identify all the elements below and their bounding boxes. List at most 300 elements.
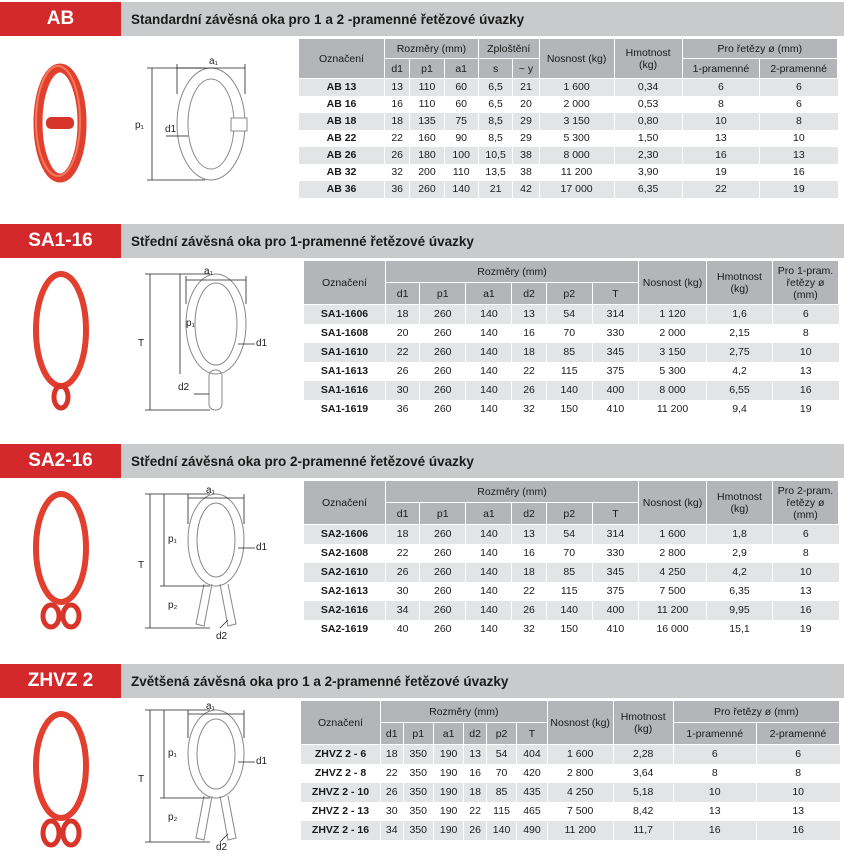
table-cell: 140 [466,544,512,563]
table-cell: 30 [386,582,420,601]
table-cell: 26 [386,563,420,582]
table-cell: 13 [464,745,487,764]
master-link-drawing [130,484,290,644]
d1-label: d1 [256,542,268,553]
table-cell: 38 [513,164,539,181]
table-cell: 2,30 [614,147,682,164]
table-cell: 8,5 [478,130,513,147]
section-title: Střední závěsná oka pro 2-pramenné řetězové úvazky [121,444,844,478]
section-title: Zvětšená závěsná oka pro 1 a 2-pramenné řetězové úvazky [121,664,844,698]
table-cell: 140 [466,362,512,381]
col-dims-header: Rozměry (mm) [381,701,548,723]
table-cell: 16 000 [639,620,707,639]
T-label: T [138,560,145,571]
table-cell: 18 [512,563,546,582]
table-cell: 18 [381,745,404,764]
table-cell: 135 [410,113,444,130]
col-mass-header: Hmotnost (kg) [614,39,682,79]
table-cell: 314 [592,525,638,544]
table-cell: 22 [682,181,760,198]
row-code-cell: SA2-1610 [304,563,386,582]
table-cell: 330 [592,324,638,343]
table-cell: 140 [444,181,478,198]
sub-header: s [478,59,513,79]
table-cell: 140 [466,620,512,639]
table-cell: 115 [546,362,592,381]
table-cell: 8 [760,113,838,130]
table-cell: 200 [410,164,444,181]
table-cell: 345 [592,343,638,362]
col-dims-header: Rozměry (mm) [386,261,639,283]
table-cell: 5 300 [539,130,614,147]
sub-header: p1 [410,59,444,79]
master-link-drawing [125,54,275,190]
table-cell: 140 [466,563,512,582]
table-row [301,745,840,764]
table-row [304,544,839,563]
master-link-photo [28,266,94,416]
row-code-cell: SA2-1613 [304,582,386,601]
table-cell: 4,2 [707,362,773,381]
col-load-header: Nosnost (kg) [639,481,707,525]
sub-header: d2 [512,503,546,525]
table-cell: 7 500 [547,802,613,821]
row-code-cell: SA1-1616 [304,381,386,400]
table-cell: 8 [756,764,839,783]
table-cell: 2 800 [639,544,707,563]
table-cell: 6 [760,96,838,113]
table-cell: 4,2 [707,563,773,582]
table-cell: 54 [486,745,516,764]
sub-header: a1 [466,503,512,525]
table-cell: 10,5 [478,147,513,164]
sub-header: d1 [386,503,420,525]
table-cell: 26 [512,381,546,400]
p1-label: p₁ [168,748,177,759]
table-cell: 1 120 [639,305,707,324]
p1-label: p₁ [135,120,144,131]
sub-header: 2-pramenné [756,723,839,745]
sub-header: T [592,503,638,525]
table-cell: 8 000 [639,381,707,400]
table-cell: 29 [513,130,539,147]
table-cell: 40 [386,620,420,639]
col-chain-header: Pro řetězy ø (mm) [682,39,837,59]
sub-header: p1 [420,503,466,525]
master-link-drawing [130,702,290,852]
sub-header: p2 [546,283,592,305]
table-cell: 260 [420,400,466,419]
table-cell: 26 [381,783,404,802]
col-mass-header: Hmotnost (kg) [613,701,673,745]
section-code-badge: ZHVZ 2 [0,664,121,698]
table-cell: 10 [682,113,760,130]
table-cell: 10 [756,783,839,802]
table-row [299,79,838,96]
table-cell: 13 [682,130,760,147]
a1-label: a₁ [209,56,218,67]
table-cell: 6,35 [707,582,773,601]
table-cell: 260 [420,324,466,343]
table-cell: 29 [513,113,539,130]
table-cell: 17 000 [539,181,614,198]
col-load-header: Nosnost (kg) [639,261,707,305]
table-cell: 260 [420,525,466,544]
table-cell: 0,34 [614,79,682,96]
row-code-cell: ZHVZ 2 - 10 [301,783,381,802]
table-cell: 110 [410,79,444,96]
row-code-cell: AB 13 [299,79,385,96]
sub-header: p1 [403,723,433,745]
table-row [304,305,839,324]
table-cell: 3 150 [539,113,614,130]
table-cell: 16 [773,381,839,400]
col-chain-header: Pro 1-pram. řetězy ø (mm) [773,261,839,305]
table-cell: 19 [682,164,760,181]
table-cell: 8 [673,764,756,783]
table-cell: 110 [444,164,478,181]
table-cell: 350 [403,802,433,821]
table-row [299,181,838,198]
col-flat-header: Zploštění [478,39,539,59]
table-cell: 13 [673,802,756,821]
section-sa2-16 [0,444,844,654]
table-cell: 16 [756,821,839,840]
sub-header: d1 [381,723,404,745]
table-cell: 6,5 [478,79,513,96]
table-cell: 22 [386,544,420,563]
table-cell: 190 [433,821,463,840]
table-cell: 140 [466,601,512,620]
table-cell: 11 200 [539,164,614,181]
table-cell: 6,35 [614,181,682,198]
sub-header: d1 [385,59,410,79]
table-cell: 160 [410,130,444,147]
table-cell: 180 [410,147,444,164]
table-cell: 110 [410,96,444,113]
table-cell: 2,75 [707,343,773,362]
table-cell: 1 600 [539,79,614,96]
sub-header: d2 [512,283,546,305]
sub-header: a1 [466,283,512,305]
table-cell: 4 250 [547,783,613,802]
table-cell: 260 [420,563,466,582]
table-cell: 1 600 [547,745,613,764]
table-cell: 3 150 [639,343,707,362]
table-cell: 16 [682,147,760,164]
table-cell: 13 [773,582,839,601]
table-cell: 18 [385,113,410,130]
table-cell: 140 [466,582,512,601]
table-cell: 16 [673,821,756,840]
table-cell: 140 [466,381,512,400]
table-cell: 16 [385,96,410,113]
table-cell: 375 [592,582,638,601]
table-cell: 18 [386,525,420,544]
T-label: T [138,338,145,349]
table-cell: 140 [466,305,512,324]
row-code-cell: AB 26 [299,147,385,164]
spec-table [300,700,840,840]
table-cell: 11 200 [547,821,613,840]
row-code-cell: SA1-1608 [304,324,386,343]
col-mass-header: Hmotnost (kg) [707,481,773,525]
section-zhvz-2 [0,664,844,857]
table-cell: 140 [466,400,512,419]
table-cell: 22 [385,130,410,147]
table-row [299,147,838,164]
d2-label: d2 [216,842,228,852]
table-cell: 404 [517,745,547,764]
row-code-cell: SA2-1608 [304,544,386,563]
table-cell: 70 [546,324,592,343]
table-cell: 2 000 [639,324,707,343]
row-code-cell: AB 32 [299,164,385,181]
col-chain-header: Pro 2-pram. řetězy ø (mm) [773,481,839,525]
table-cell: 32 [385,164,410,181]
table-cell: 435 [517,783,547,802]
row-code-cell: SA1-1606 [304,305,386,324]
table-cell: 34 [381,821,404,840]
master-link-photo [30,58,90,188]
table-cell: 54 [546,525,592,544]
table-cell: 1 600 [639,525,707,544]
row-code-cell: SA2-1616 [304,601,386,620]
table-cell: 6 [760,79,838,96]
table-cell: 490 [517,821,547,840]
p2-label: p₂ [168,600,178,611]
p2-label: p₂ [168,812,178,823]
sub-header: T [517,723,547,745]
table-cell: 5 300 [639,362,707,381]
table-cell: 260 [420,362,466,381]
table-row [301,821,840,840]
table-cell: 85 [486,783,516,802]
table-cell: 2 000 [539,96,614,113]
section-code-badge: SA2-16 [0,444,121,478]
spec-table [298,38,838,198]
table-cell: 8 000 [539,147,614,164]
row-code-cell: SA2-1606 [304,525,386,544]
table-row [301,783,840,802]
table-row [299,164,838,181]
table-cell: 18 [512,343,546,362]
col-chain-header: Pro řetězy ø (mm) [673,701,839,723]
table-cell: 115 [546,582,592,601]
table-row [304,582,839,601]
table-cell: 30 [381,802,404,821]
col-load-header: Nosnost (kg) [539,39,614,79]
table-cell: 410 [592,620,638,639]
table-cell: 32 [512,620,546,639]
d1-label: d1 [256,338,268,349]
table-cell: 11 200 [639,601,707,620]
table-cell: 90 [444,130,478,147]
table-cell: 150 [546,620,592,639]
sub-header: d1 [386,283,420,305]
table-row [304,620,839,639]
table-cell: 11,7 [613,821,673,840]
table-cell: 20 [386,324,420,343]
table-cell: 13 [756,802,839,821]
table-cell: 32 [512,400,546,419]
master-link-photo [24,486,98,638]
section-header [0,2,844,36]
table-cell: 10 [760,130,838,147]
table-cell: 13,5 [478,164,513,181]
col-mass-header: Hmotnost (kg) [707,261,773,305]
table-cell: 190 [433,764,463,783]
table-cell: 8 [773,544,839,563]
table-row [304,362,839,381]
table-cell: 140 [546,601,592,620]
col-load-header: Nosnost (kg) [547,701,613,745]
d2-label: d2 [216,631,228,642]
table-cell: 465 [517,802,547,821]
table-cell: 15,1 [707,620,773,639]
table-cell: 16 [512,324,546,343]
table-cell: 1,8 [707,525,773,544]
table-cell: 3,90 [614,164,682,181]
table-cell: 19 [773,620,839,639]
sub-header: 1-pramenné [673,723,756,745]
table-row [304,601,839,620]
section-title: Standardní závěsná oka pro 1 a 2 -pramenné řetězové úvazky [121,2,844,36]
table-row [304,563,839,582]
row-code-cell: SA1-1613 [304,362,386,381]
table-cell: 22 [386,343,420,362]
table-cell: 6,55 [707,381,773,400]
table-cell: 6 [682,79,760,96]
table-cell: 350 [403,764,433,783]
table-row [299,96,838,113]
col-dims-header: Rozměry (mm) [385,39,479,59]
table-cell: 5,18 [613,783,673,802]
section-header [0,664,844,698]
table-cell: 60 [444,96,478,113]
row-code-cell: AB 36 [299,181,385,198]
table-cell: 34 [386,601,420,620]
sub-header: p2 [546,503,592,525]
table-cell: 16 [773,601,839,620]
table-cell: 8 [773,324,839,343]
table-cell: 85 [546,343,592,362]
table-cell: 115 [486,802,516,821]
table-cell: 190 [433,745,463,764]
sub-header: ~ y [513,59,539,79]
table-row [304,381,839,400]
col-code-header: Označení [304,261,386,305]
table-cell: 2 800 [547,764,613,783]
section-code-badge: SA1-16 [0,224,121,258]
table-cell: 70 [546,544,592,563]
table-cell: 85 [546,563,592,582]
table-cell: 36 [385,181,410,198]
table-cell: 13 [512,525,546,544]
table-cell: 260 [420,305,466,324]
table-cell: 6 [773,525,839,544]
table-cell: 140 [466,343,512,362]
table-cell: 2,15 [707,324,773,343]
table-cell: 260 [420,582,466,601]
p1-label: p₁ [186,318,195,329]
table-row [299,113,838,130]
table-cell: 75 [444,113,478,130]
table-cell: 0,53 [614,96,682,113]
row-code-cell: AB 22 [299,130,385,147]
table-cell: 7 500 [639,582,707,601]
sub-header: 1-pramenné [682,59,760,79]
table-cell: 10 [773,563,839,582]
p1-label: p₁ [168,534,177,545]
table-cell: 21 [478,181,513,198]
col-code-header: Označení [304,481,386,525]
table-cell: 6,5 [478,96,513,113]
table-cell: 26 [464,821,487,840]
table-row [304,400,839,419]
table-cell: 26 [512,601,546,620]
row-code-cell: AB 16 [299,96,385,113]
row-code-cell: SA2-1619 [304,620,386,639]
col-dims-header: Rozměry (mm) [386,481,639,503]
table-cell: 314 [592,305,638,324]
table-cell: 26 [386,362,420,381]
table-cell: 9,4 [707,400,773,419]
section-title: Střední závěsná oka pro 1-pramenné řetězové úvazky [121,224,844,258]
table-cell: 16 [464,764,487,783]
table-cell: 13 [385,79,410,96]
table-row [301,764,840,783]
table-cell: 350 [403,745,433,764]
a1-label: a₁ [204,266,213,277]
d1-label: d1 [256,756,268,767]
row-code-cell: SA1-1619 [304,400,386,419]
sub-header: p2 [486,723,516,745]
sub-header: d2 [464,723,487,745]
table-row [304,324,839,343]
table-cell: 375 [592,362,638,381]
spec-table [303,260,839,419]
table-cell: 42 [513,181,539,198]
table-cell: 330 [592,544,638,563]
table-cell: 10 [773,343,839,362]
table-row [304,525,839,544]
table-cell: 2,9 [707,544,773,563]
table-cell: 8,42 [613,802,673,821]
table-cell: 4 250 [639,563,707,582]
table-cell: 20 [513,96,539,113]
table-row [301,802,840,821]
table-cell: 22 [512,582,546,601]
table-cell: 2,28 [613,745,673,764]
table-cell: 190 [433,783,463,802]
table-cell: 10 [673,783,756,802]
table-cell: 6 [773,305,839,324]
table-cell: 38 [513,147,539,164]
table-cell: 70 [486,764,516,783]
master-link-drawing [130,264,290,424]
table-cell: 1,6 [707,305,773,324]
table-row [299,130,838,147]
sub-header: p1 [420,283,466,305]
table-cell: 22 [512,362,546,381]
sub-header: 2-pramenné [760,59,838,79]
table-cell: 410 [592,400,638,419]
table-cell: 400 [592,381,638,400]
table-cell: 140 [466,324,512,343]
table-cell: 350 [403,821,433,840]
table-cell: 16 [512,544,546,563]
